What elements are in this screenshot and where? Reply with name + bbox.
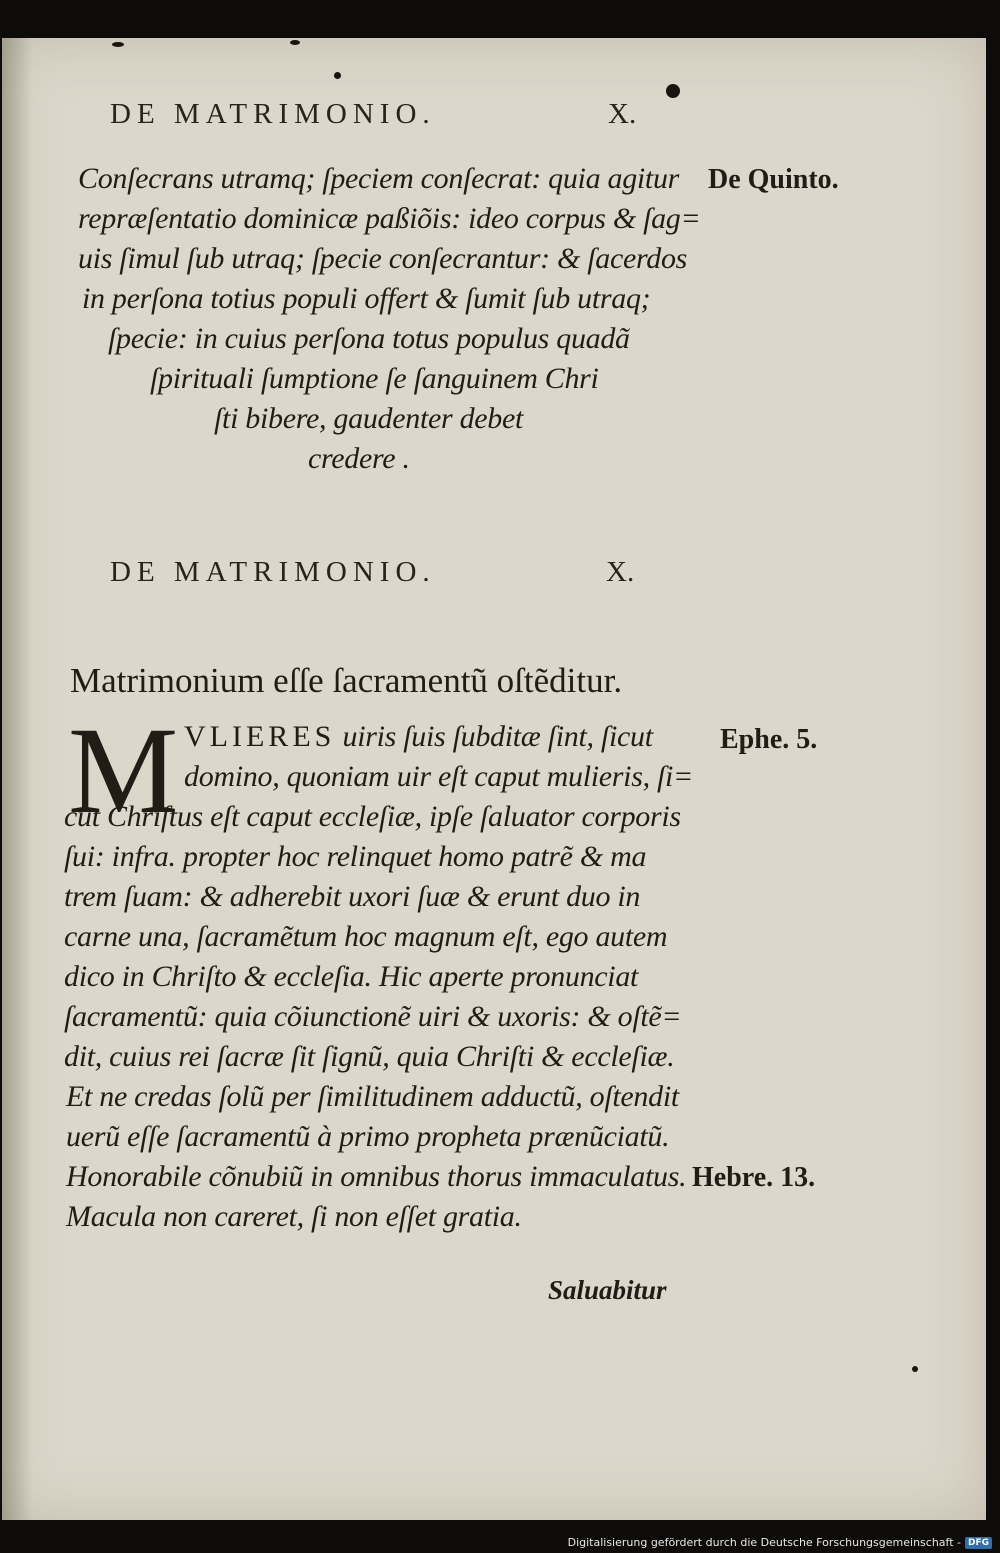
dfg-logo: DFG: [965, 1537, 992, 1549]
catchword: Saluabitur: [548, 1275, 667, 1305]
first-line-caps: VLIERES: [184, 720, 336, 753]
section-title: Matrimonium eſſe ſacramentũ oſtẽditur.: [70, 661, 623, 700]
text-line: Macula non careret, ſi non eſſet gratia.: [66, 1200, 522, 1233]
text-line: credere .: [308, 442, 410, 475]
text-line: carne una, ſacramẽtum hoc magnum eſt, ego autem: [64, 920, 668, 953]
ink-speck: [334, 72, 341, 79]
section-heading-number: X.: [606, 556, 635, 588]
text-line: ſpirituali ſumptione ſe ſanguinem Chri: [150, 362, 599, 395]
ink-speck: [290, 40, 300, 45]
first-line: [184, 720, 653, 754]
text-line: ſui: infra. propter hoc relinquet homo patrẽ & ma: [64, 840, 647, 873]
footer-text: Digitalisierung gefördert durch die Deutsche Forschungsgemeinschaft -: [567, 1536, 961, 1549]
first-line-rest: uiris ſuis ſubditæ ſint, ſicut: [342, 720, 653, 753]
text-line: Conſecrans utramq; ſpeciem conſecrat: quia agitur: [78, 162, 680, 195]
ink-speck: [666, 84, 680, 98]
text-line: dico in Chriſto & eccleſia. Hic aperte pronunciat: [64, 960, 639, 993]
text-line: Honorabile cõnubiũ in omnibus thorus immaculatus.: [66, 1160, 687, 1193]
running-head-title: DE MATRIMONIO.: [110, 98, 436, 130]
text-line: ſpecie: in cuius perſona totus populus quadã: [108, 322, 630, 355]
text-line: uerũ eſſe ſacramentũ à primo propheta prænũciatũ.: [66, 1120, 670, 1153]
text-line: Et ne credas ſolũ per ſimilitudinem adductũ, oſtendit: [66, 1080, 679, 1113]
ink-speck: [912, 1366, 918, 1372]
text-line: dit, cuius rei ſacræ ſit ſignũ, quia Chriſti & eccleſiæ.: [64, 1040, 675, 1073]
digitization-footer: [568, 1536, 992, 1549]
text-line: repræſentatio dominicæ paßiõis: ideo corpus & ſag=: [78, 202, 701, 235]
gutter-shadow: [2, 38, 32, 1520]
text-line: trem ſuam: & adherebit uxori ſuæ & erunt duo in: [64, 880, 641, 913]
margin-note-hebre: Hebre. 13.: [692, 1162, 816, 1193]
text-line: ſti bibere, gaudenter debet: [214, 402, 524, 435]
text-line: cut Chriſtus eſt caput eccleſiæ, ipſe ſaluator corporis: [64, 800, 681, 833]
drop-cap: M: [68, 702, 179, 839]
text-line: ſacramentũ: quia cõiunctionẽ uiri & uxoris: & oſtẽ=: [64, 1000, 682, 1033]
running-head-number: X.: [608, 98, 637, 130]
ink-speck: [112, 42, 124, 47]
margin-note-ephe: Ephe. 5.: [720, 724, 818, 755]
margin-note-de-quinto: De Quinto.: [708, 164, 839, 195]
book-page: [2, 38, 986, 1520]
text-line: in perſona totius populi offert & ſumit ſub utraq;: [82, 282, 651, 315]
section-heading: DE MATRIMONIO.: [110, 556, 436, 588]
text-line: uis ſimul ſub utraq; ſpecie conſecrantur: & ſacerdos: [78, 242, 688, 275]
text-line: domino, quoniam uir eſt caput mulieris, ſi=: [184, 760, 693, 793]
